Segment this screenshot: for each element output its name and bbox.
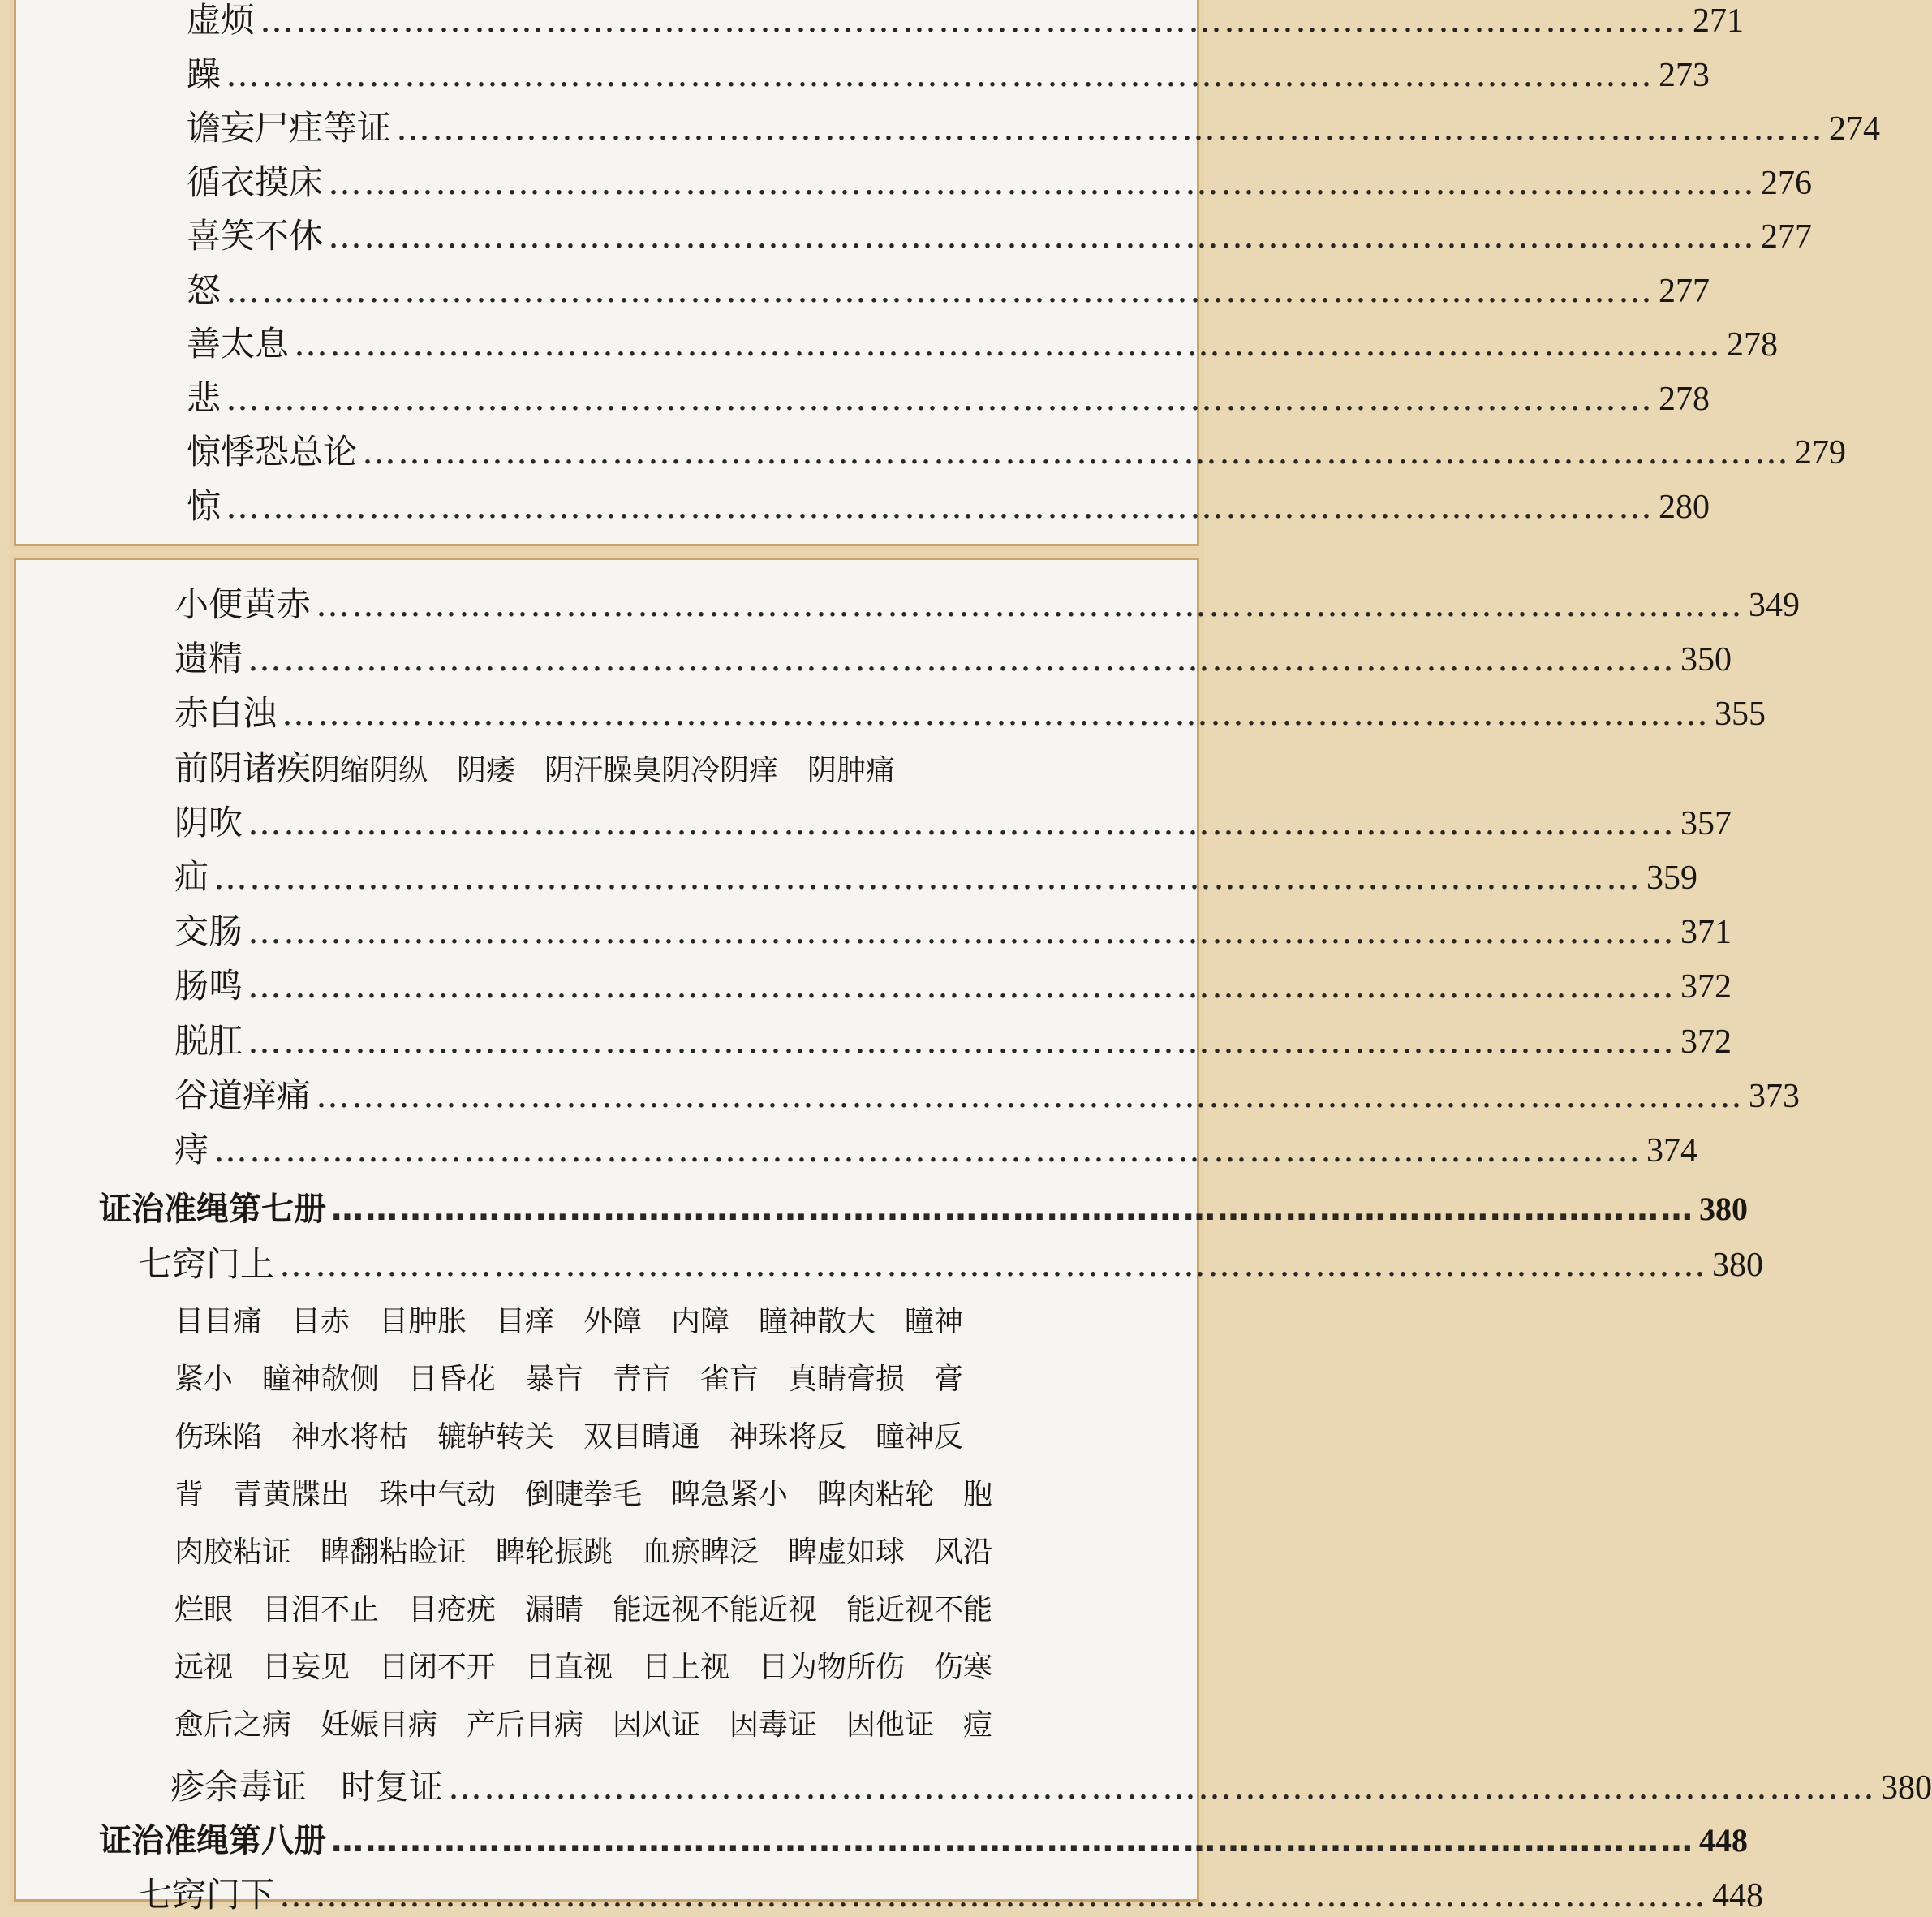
dot-leader: …………………………………………………………………………………………………………	[282, 693, 1710, 734]
eye-disease-line: 远视 目妄见 目闭不开 目直视 目上视 目为物所伤 伤寒	[174, 1651, 993, 1684]
toc-page-number: 374	[1646, 1132, 1698, 1170]
toc-page-number: 371	[1680, 914, 1732, 952]
toc-page-number: 273	[1659, 56, 1710, 94]
toc-label: 躁	[187, 54, 222, 94]
toc-entry	[174, 1069, 1801, 1118]
toc-label: 肠鸣	[174, 966, 243, 1006]
dot-leader: …………………………………………………………………………………………………………	[247, 802, 1676, 842]
dot-leader: …………………………………………………………………………………………………………	[396, 108, 1825, 148]
toc-page-number: 278	[1659, 380, 1710, 418]
eye-disease-line: 背 青黄牒出 珠中气动 倒睫拳毛 睥急紧小 睥肉粘轮 胞	[174, 1478, 993, 1511]
toc-entry	[174, 1123, 1698, 1172]
toc-label: 悲	[187, 377, 222, 418]
dot-leader: …………………………………………………………………………………………………………	[331, 1191, 1694, 1228]
toc-section-8	[138, 1868, 1764, 1917]
toc-entry	[187, 480, 1710, 528]
toc-page-number: 276	[1761, 164, 1813, 202]
toc-page-number: 279	[1795, 434, 1847, 472]
toc-entry	[174, 578, 1801, 627]
toc-entry	[187, 317, 1779, 366]
toc-label: 七窍门下	[138, 1875, 275, 1915]
toc-label: 证治准绳第七册	[99, 1191, 326, 1228]
toc-entry	[174, 905, 1732, 954]
toc-page-number: 271	[1693, 2, 1745, 40]
dot-leader: …………………………………………………………………………………………………………	[294, 324, 1723, 364]
toc-page-number: 372	[1680, 968, 1732, 1006]
toc-label: 谵妄尸疰等证	[187, 108, 392, 148]
toc-label: 虚烦	[187, 0, 256, 40]
dot-leader: …………………………………………………………………………………………………………	[260, 0, 1689, 40]
toc-page-number: 278	[1727, 326, 1779, 364]
dot-leader: …………………………………………………………………………………………………………	[448, 1767, 1877, 1807]
dot-leader: …………………………………………………………………………………………………………	[316, 1075, 1745, 1115]
dot-leader: …………………………………………………………………………………………………………	[279, 1875, 1708, 1915]
toc-entry	[187, 372, 1710, 420]
dot-leader: …………………………………………………………………………………………………………	[247, 911, 1676, 952]
toc-entry	[174, 687, 1766, 735]
dot-leader: …………………………………………………………………………………………………………	[213, 1130, 1642, 1170]
toc-page-number: 448	[1712, 1877, 1764, 1915]
toc-entry	[174, 742, 1146, 790]
toc-page-number: 380	[1712, 1247, 1764, 1284]
toc-label: 痔	[174, 1130, 209, 1170]
toc-label: 交肠	[174, 911, 243, 952]
toc-label: 循衣摸床	[187, 162, 324, 202]
eye-disease-line: 伤珠陷 神水将枯 辘轳转关 双目睛通 神珠将反 瞳神反	[174, 1420, 964, 1454]
toc-page-number: 380	[1699, 1191, 1748, 1227]
dot-leader: …………………………………………………………………………………………………………	[362, 432, 1791, 472]
dot-leader: …………………………………………………………………………………………………………	[247, 1020, 1676, 1061]
toc-entry	[187, 0, 1745, 42]
toc-entry	[174, 851, 1698, 899]
toc-entry	[174, 1015, 1732, 1063]
eye-disease-line: 目目痛 目赤 目肿胀 目痒 外障 内障 瞳神散大 瞳神	[174, 1305, 964, 1338]
toc-label: 七窍门上	[138, 1244, 275, 1284]
toc-label: 善太息	[187, 324, 290, 364]
toc-entry	[174, 632, 1732, 681]
toc-page-number: 280	[1659, 488, 1710, 526]
dot-leader: …………………………………………………………………………………………………………	[279, 1244, 1708, 1284]
eye-disease-line: 烂眼 目泪不止 目疮疣 漏睛 能远视不能近视 能近视不能	[174, 1593, 993, 1626]
toc-page-number: 277	[1761, 218, 1813, 256]
toc-page-number: 350	[1680, 641, 1732, 679]
dot-leader: …………………………………………………………………………………………………………	[226, 269, 1654, 310]
dot-leader: …………………………………………………………………………………………………………	[213, 857, 1642, 897]
dot-leader: …………………………………………………………………………………………………………	[328, 216, 1757, 256]
eye-disease-line: 紧小 瞳神欹侧 目昏花 暴盲 青盲 雀盲 真睛膏损 膏	[174, 1363, 964, 1396]
toc-page-number: 373	[1749, 1077, 1801, 1115]
toc-entry	[174, 796, 1732, 845]
toc-entry	[187, 156, 1813, 205]
toc-label: 怒	[187, 269, 222, 310]
toc-label: 惊悸恐总论	[187, 432, 358, 472]
toc-label: 谷道痒痛	[174, 1075, 312, 1115]
dot-leader: …………………………………………………………………………………………………………	[247, 966, 1676, 1006]
toc-page-number: 448	[1699, 1822, 1748, 1859]
toc-entry	[174, 959, 1732, 1008]
toc-entry	[187, 209, 1813, 258]
dot-leader: …………………………………………………………………………………………………………	[328, 162, 1757, 202]
toc-sublabel: 阴缩阴纵 阴痿 阴汗臊臭阴冷阴痒 阴肿痛	[311, 753, 896, 787]
toc-section-7	[138, 1238, 1764, 1286]
toc-page-number: 380	[1881, 1769, 1932, 1807]
eye-disease-line: 肉胶粘证 睥翻粘睑证 睥轮振跳 血瘀睥泛 睥虚如球 风沿	[174, 1536, 993, 1569]
toc-label: 前阴诸疾	[174, 747, 312, 788]
dot-leader: …………………………………………………………………………………………………………	[226, 485, 1654, 526]
toc-entry	[187, 48, 1710, 97]
toc-label: 脱肛	[174, 1020, 243, 1061]
toc-label: 遗精	[174, 639, 243, 679]
toc-page-number: 359	[1646, 859, 1698, 897]
toc-page-number: 274	[1829, 110, 1881, 148]
toc-label: 喜笑不休	[187, 216, 324, 256]
toc-page-number: 355	[1715, 696, 1766, 734]
dot-leader: …………………………………………………………………………………………………………	[226, 54, 1654, 94]
toc-label: 证治准绳第八册	[99, 1822, 326, 1859]
toc-page-number: 372	[1680, 1023, 1732, 1061]
toc-label: 疹余毒证 时复证	[170, 1767, 444, 1807]
toc-label: 阴吹	[174, 802, 243, 842]
dot-leader: …………………………………………………………………………………………………………	[316, 584, 1745, 624]
toc-page-number: 349	[1749, 587, 1801, 624]
toc-entry	[187, 425, 1847, 474]
toc-label: 小便黄赤	[174, 584, 312, 624]
toc-volume-8	[99, 1815, 1748, 1861]
dot-leader: …………………………………………………………………………………………………………	[226, 377, 1654, 418]
toc-page-top	[16, 0, 1881, 544]
toc-page-bottom	[16, 560, 1932, 1915]
toc-label: 疝	[174, 857, 209, 897]
toc-page-number: 277	[1659, 272, 1710, 310]
toc-volume-7	[99, 1183, 1748, 1230]
toc-entry	[187, 264, 1710, 312]
eye-disease-line: 愈后之病 妊娠目病 产后目病 因风证 因毒证 因他证 痘	[174, 1708, 993, 1742]
dot-leader: …………………………………………………………………………………………………………	[331, 1822, 1694, 1859]
toc-entry	[187, 101, 1881, 150]
toc-label: 惊	[187, 485, 222, 526]
toc-page-number: 357	[1680, 804, 1732, 842]
dot-leader: …………………………………………………………………………………………………………	[247, 639, 1676, 679]
toc-eye-last	[170, 1760, 1932, 1809]
toc-label: 赤白浊	[174, 693, 278, 734]
